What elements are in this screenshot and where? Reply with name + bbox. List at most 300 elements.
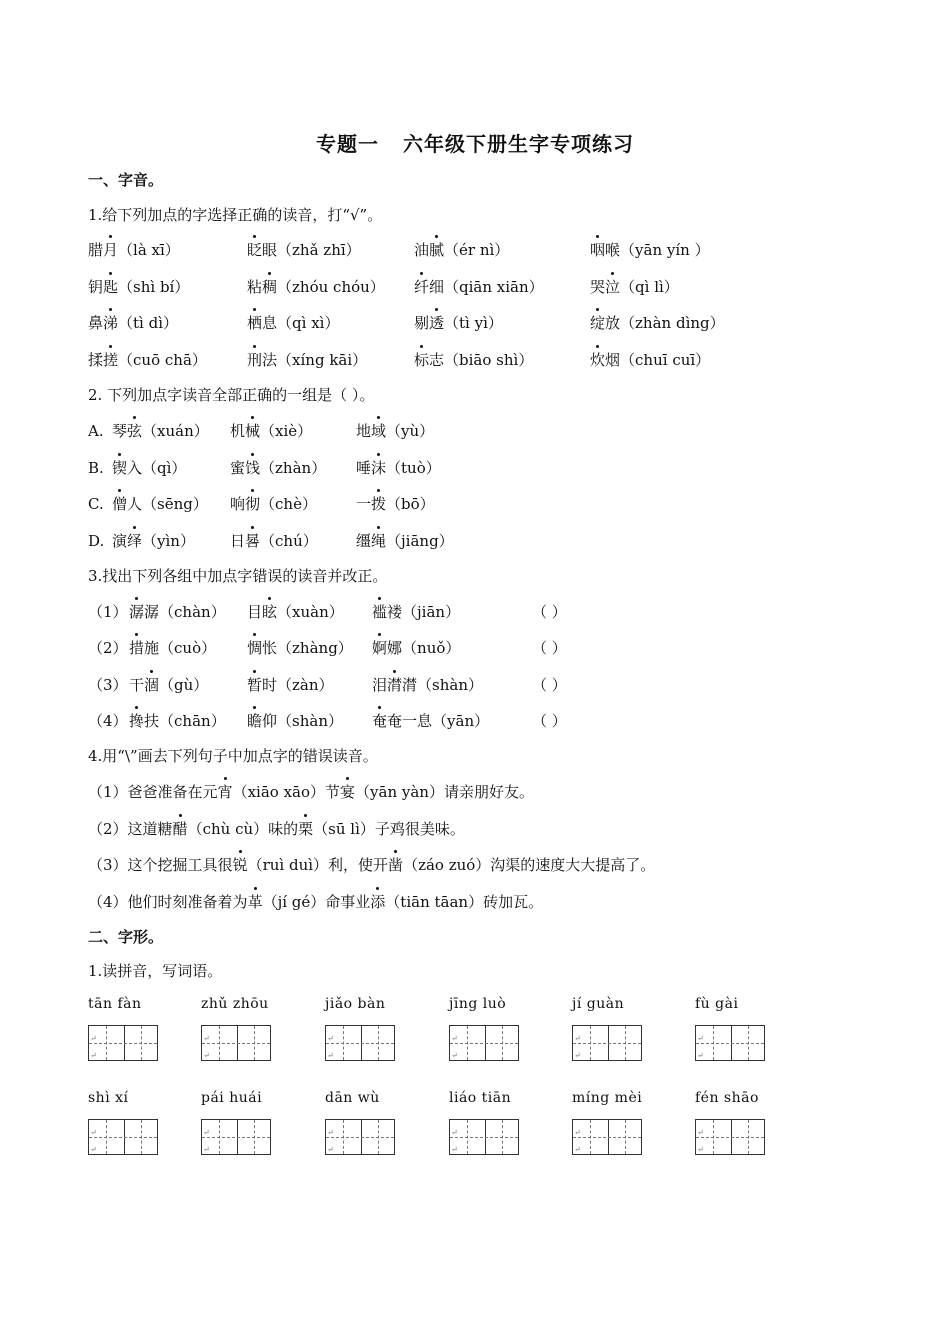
word-pinyin: （zhǎ zhī） (277, 241, 361, 259)
word-text: 剔 (414, 314, 430, 332)
mark-icon: ↵ (203, 1128, 210, 1137)
word-text: 细 (429, 278, 445, 296)
word-item (112, 532, 195, 550)
word-item (88, 241, 180, 259)
word-item (356, 495, 435, 513)
mark-icon: ↵ (697, 1034, 704, 1043)
s2q1-prompt: 1.读拼音，写词语。 (88, 962, 223, 980)
word-pinyin: （là xī） (118, 241, 180, 259)
q1-item (247, 240, 361, 260)
guide-line (106, 1120, 107, 1154)
q2-word (356, 458, 441, 478)
word-text: 人 (127, 495, 143, 513)
q2-word (230, 494, 317, 514)
dotted-char: 纤 (414, 278, 430, 296)
mark-icon: ↵ (203, 1145, 210, 1154)
dotted-char: 潺 (129, 603, 145, 621)
q3-answer-blank: （ ） (532, 603, 567, 621)
word-text: 褛 (387, 603, 403, 621)
q3-word (247, 675, 334, 695)
q1-item (247, 350, 367, 370)
q1-item (247, 277, 385, 297)
writing-box (201, 1119, 271, 1155)
word-text: 施 (144, 639, 160, 657)
word-item (356, 532, 454, 550)
word-item (372, 639, 460, 657)
word-pinyin: （zhàn） (260, 459, 327, 477)
q1-prompt: 1.给下列加点的字选择正确的读音，打“√”。 (88, 206, 383, 224)
guide-line (696, 1043, 764, 1044)
word-pinyin: （qì xì） (277, 314, 340, 332)
q1-item (414, 350, 533, 370)
guide-line (713, 1120, 714, 1154)
word-text: 放 (605, 314, 621, 332)
word-text: 潸 (402, 676, 418, 694)
q2-word (356, 494, 435, 514)
guide-line (467, 1026, 468, 1060)
guide-line (625, 1120, 626, 1154)
q4-sentence (88, 819, 465, 839)
writing-box (449, 1119, 519, 1155)
q4-number: （2） (88, 820, 128, 838)
q2-word (112, 531, 195, 551)
word-pinyin: （cuō chā） (118, 351, 207, 369)
dotted-char: 绽 (590, 314, 606, 332)
sentence-text: （yān yàn）请亲朋好友。 (355, 783, 534, 801)
dotted-char: 措 (129, 639, 145, 657)
mark-icon: ↵ (451, 1034, 458, 1043)
word-pinyin: （biāo shì） (444, 351, 534, 369)
q1-item (590, 277, 679, 297)
q4-number: （4） (88, 893, 128, 911)
mark-icon: ↵ (697, 1145, 704, 1154)
mark-icon: ↵ (574, 1051, 581, 1060)
word-text: 地 (356, 422, 372, 440)
word-pinyin: （gù） (159, 676, 209, 694)
mark-icon: ↵ (90, 1145, 97, 1154)
word-text: 响 (230, 495, 246, 513)
guide-line (343, 1026, 344, 1060)
writing-box (88, 1025, 158, 1061)
pinyin-label: jí guàn (572, 996, 625, 1012)
sentence-text: 他们时刻准备着为 (127, 893, 248, 911)
word-item (356, 459, 441, 477)
dotted-char: 涕 (103, 314, 119, 332)
dotted-char: 月 (103, 241, 119, 259)
dotted-char: 宴 (340, 783, 356, 801)
word-text: 眼 (262, 241, 278, 259)
dotted-char: 僧 (112, 495, 128, 513)
pinyin-label: fén shāo (695, 1090, 759, 1106)
word-pinyin: （shàn） (417, 676, 484, 694)
dotted-char: 绳 (371, 532, 387, 550)
page-title (0, 128, 950, 157)
writing-box (695, 1025, 765, 1061)
word-pinyin: （jiān） (402, 603, 461, 621)
word-text: 扶 (144, 712, 160, 730)
word-text: 鼻 (88, 314, 104, 332)
dotted-char: 绎 (127, 532, 143, 550)
word-text: 志 (429, 351, 445, 369)
word-pinyin: （zhàng） (277, 639, 353, 657)
mark-icon: ↵ (697, 1128, 704, 1137)
word-pinyin: （yān） (432, 712, 490, 730)
word-item (590, 351, 710, 369)
dotted-char: 弦 (127, 422, 143, 440)
pinyin-label: pái huái (201, 1090, 263, 1106)
q1-item (414, 240, 509, 260)
word-item (372, 676, 483, 694)
word-item (230, 422, 312, 440)
writing-box (88, 1119, 158, 1155)
word-text: 琴 (112, 422, 128, 440)
word-pinyin: （zhóu chóu） (277, 278, 385, 296)
q2-option-letter: C. (88, 495, 104, 513)
dotted-char: 栗 (298, 820, 314, 838)
word-text: 息 (262, 314, 278, 332)
guide-line (590, 1026, 591, 1060)
mark-icon: ↵ (327, 1128, 334, 1137)
word-item (112, 459, 186, 477)
word-item (372, 603, 460, 621)
word-item (247, 351, 367, 369)
dotted-char: 涸 (144, 676, 160, 694)
mark-icon: ↵ (574, 1128, 581, 1137)
writing-box (572, 1025, 642, 1061)
guide-line (141, 1120, 142, 1154)
q3-row-number: （4） (88, 712, 128, 730)
guide-line (254, 1026, 255, 1060)
sentence-text: （jí gé）命事业 (262, 893, 371, 911)
title-part1: 专题一 (316, 132, 379, 156)
word-pinyin: （chè） (260, 495, 317, 513)
word-text: 娜 (387, 639, 403, 657)
word-item (414, 278, 544, 296)
word-text: 演 (112, 532, 128, 550)
word-text: 机 (230, 422, 246, 440)
word-item (230, 495, 317, 513)
word-text: 干 (129, 676, 145, 694)
mark-icon: ↵ (327, 1145, 334, 1154)
section2-heading: 二、字形。 (88, 928, 164, 946)
word-text: 泪 (372, 676, 388, 694)
guide-line (106, 1026, 107, 1060)
dotted-char: 标 (414, 351, 430, 369)
dotted-char: 械 (245, 422, 261, 440)
word-item (247, 241, 361, 259)
word-pinyin: （qì lì） (620, 278, 679, 296)
q3-row-number: （3） (88, 676, 128, 694)
pinyin-label: tān fàn (88, 996, 142, 1012)
guide-line (254, 1120, 255, 1154)
word-pinyin: （qiān xiān） (444, 278, 544, 296)
word-text: 时 (262, 676, 278, 694)
word-text: 法 (262, 351, 278, 369)
dotted-char: 彻 (245, 495, 261, 513)
dotted-char: 婀 (372, 639, 388, 657)
dotted-char: 匙 (103, 278, 119, 296)
word-text: 仰 (262, 712, 278, 730)
q3-row-number: （2） (88, 639, 128, 657)
sentence-text: 这道糖 (127, 820, 173, 838)
word-item (247, 603, 344, 621)
q1-item (590, 350, 710, 370)
word-text: 潺 (144, 603, 160, 621)
sentence-text: （sū lì）子鸡很美味。 (313, 820, 465, 838)
dotted-char: 沫 (371, 459, 387, 477)
q1-item (88, 277, 189, 297)
mark-icon: ↵ (451, 1051, 458, 1060)
word-pinyin: （chàn） (159, 603, 226, 621)
guide-line (89, 1137, 157, 1138)
mark-icon: ↵ (203, 1034, 210, 1043)
word-item (112, 495, 208, 513)
dotted-char: 褴 (372, 603, 388, 621)
word-item (414, 241, 509, 259)
dotted-char: 搀 (129, 712, 145, 730)
mark-icon: ↵ (203, 1051, 210, 1060)
word-pinyin: （tì yì） (444, 314, 503, 332)
word-pinyin: （chān） (159, 712, 226, 730)
word-pinyin: （cuò） (159, 639, 217, 657)
writing-box (449, 1025, 519, 1061)
q1-item (414, 313, 503, 333)
word-item (129, 639, 216, 657)
word-item (356, 422, 434, 440)
dotted-char: 眨 (247, 241, 263, 259)
pinyin-label: zhǔ zhōu (201, 996, 269, 1012)
q1-item (88, 350, 207, 370)
writing-box (572, 1119, 642, 1155)
writing-box (325, 1025, 395, 1061)
guide-line (378, 1026, 379, 1060)
word-item (129, 676, 208, 694)
q1-item (88, 240, 180, 260)
q4-sentence (88, 892, 543, 912)
q3-word (129, 711, 226, 731)
word-pinyin: （zhàn dìng） (620, 314, 725, 332)
q3-word (247, 711, 343, 731)
pinyin-label: liáo tiān (449, 1090, 512, 1106)
guide-line (141, 1026, 142, 1060)
dotted-char: 域 (371, 422, 387, 440)
word-pinyin: （yān yín ） (620, 241, 710, 259)
word-text: 缰 (356, 532, 372, 550)
dotted-char: 革 (247, 893, 263, 911)
guide-line (326, 1137, 394, 1138)
q2-word (356, 531, 454, 551)
guide-line (202, 1043, 270, 1044)
mark-icon: ↵ (697, 1051, 704, 1060)
guide-line (467, 1120, 468, 1154)
q4-prompt: 4.用“\”画去下列句子中加点字的错误读音。 (88, 747, 378, 765)
word-item (247, 314, 339, 332)
guide-line (219, 1026, 220, 1060)
word-pinyin: （shàn） (277, 712, 343, 730)
word-item (414, 314, 503, 332)
mark-icon: ↵ (574, 1034, 581, 1043)
word-item (372, 712, 489, 730)
word-text: 揉 (88, 351, 104, 369)
dotted-char: 凿 (388, 856, 404, 874)
mark-icon: ↵ (327, 1051, 334, 1060)
guide-line (219, 1120, 220, 1154)
q1-item (88, 313, 178, 333)
dotted-char: 腻 (429, 241, 445, 259)
q4-number: （3） (88, 856, 128, 874)
dotted-char: 咽 (590, 241, 606, 259)
q3-answer-blank: （ ） (532, 639, 567, 657)
q1-item (590, 313, 725, 333)
word-item (88, 314, 178, 332)
dotted-char: 宵 (217, 783, 233, 801)
q3-word (129, 638, 216, 658)
q3-word (372, 602, 460, 622)
mark-icon: ↵ (451, 1128, 458, 1137)
guide-line (343, 1120, 344, 1154)
guide-line (713, 1026, 714, 1060)
word-pinyin: （xuán） (142, 422, 209, 440)
q2-word (356, 421, 434, 441)
word-item (247, 676, 334, 694)
guide-line (696, 1137, 764, 1138)
q2-option-letter: D. (88, 532, 105, 550)
q3-word (129, 602, 226, 622)
writing-box (201, 1025, 271, 1061)
word-item (112, 422, 209, 440)
q4-sentence (88, 855, 655, 875)
dotted-char: 暂 (247, 676, 263, 694)
dotted-char: 稠 (262, 278, 278, 296)
guide-line (450, 1043, 518, 1044)
dotted-char: 锲 (112, 459, 128, 477)
guide-line (573, 1137, 641, 1138)
word-pinyin: （zàn） (277, 676, 334, 694)
word-text: 烟 (605, 351, 621, 369)
word-text: 奄一息 (387, 712, 433, 730)
q3-answer-blank: （ ） (532, 676, 567, 694)
word-item (129, 712, 226, 730)
q2-word (112, 458, 186, 478)
word-text: 油 (414, 241, 430, 259)
word-pinyin: （ér nì） (444, 241, 510, 259)
pinyin-label: fù gài (695, 996, 739, 1012)
mark-icon: ↵ (451, 1145, 458, 1154)
dotted-char: 瞻 (247, 712, 263, 730)
word-pinyin: （sēng） (142, 495, 208, 513)
word-text: 哭 (590, 278, 606, 296)
word-text: 唾 (356, 459, 372, 477)
word-text: 一 (356, 495, 372, 513)
word-pinyin: （bō） (386, 495, 435, 513)
q1-item (590, 240, 710, 260)
guide-line (590, 1120, 591, 1154)
guide-line (378, 1120, 379, 1154)
word-item (414, 351, 533, 369)
q3-answer-blank: （ ） (532, 712, 567, 730)
pinyin-label: dān wù (325, 1090, 380, 1106)
guide-line (748, 1026, 749, 1060)
word-pinyin: （jiāng） (386, 532, 454, 550)
q2-word (230, 458, 326, 478)
q3-row-number: （1） (88, 603, 128, 621)
q3-word (129, 675, 208, 695)
word-item (247, 278, 385, 296)
word-item (88, 351, 207, 369)
word-text: 日 (230, 532, 246, 550)
pinyin-label: míng mèi (572, 1090, 643, 1106)
q3-word (247, 638, 353, 658)
word-pinyin: （yìn） (142, 532, 195, 550)
q2-word (230, 421, 312, 441)
word-text: 腊 (88, 241, 104, 259)
q3-word (372, 638, 460, 658)
pinyin-label: jīng luò (449, 996, 507, 1012)
dotted-char: 拨 (371, 495, 387, 513)
guide-line (748, 1120, 749, 1154)
q4-sentence (88, 782, 534, 802)
word-item (230, 532, 318, 550)
dotted-char: 添 (370, 893, 386, 911)
sentence-text: （chù cù）味的 (187, 820, 299, 838)
mark-icon: ↵ (90, 1128, 97, 1137)
sentence-text: 这个挖掘工具很 (127, 856, 233, 874)
word-pinyin: （xuàn） (277, 603, 344, 621)
guide-line (450, 1137, 518, 1138)
q1-item (414, 277, 544, 297)
q2-option-letter: A. (88, 422, 104, 440)
word-pinyin: （xíng kāi） (277, 351, 368, 369)
writing-box (325, 1119, 395, 1155)
q3-word (247, 602, 344, 622)
q2-word (112, 494, 208, 514)
word-item (590, 278, 679, 296)
dotted-char: 栖 (247, 314, 263, 332)
section1-heading: 一、字音。 (88, 171, 164, 189)
mark-icon: ↵ (327, 1034, 334, 1043)
q3-word (372, 711, 489, 731)
word-pinyin: （chuī cuī） (620, 351, 711, 369)
word-pinyin: （shì bí） (118, 278, 190, 296)
dotted-char: 刑 (247, 351, 263, 369)
word-text: 蜜 (230, 459, 246, 477)
dotted-char: 奄 (372, 712, 388, 730)
sentence-text: 爸爸准备在元 (127, 783, 218, 801)
word-pinyin: （qì） (142, 459, 187, 477)
q2-option-letter: B. (88, 459, 104, 477)
q3-prompt: 3.找出下列各组中加点字错误的读音并改正。 (88, 567, 388, 585)
guide-line (89, 1043, 157, 1044)
word-pinyin: （yù） (386, 422, 435, 440)
sentence-text: （tiān tāan）砖加瓦。 (385, 893, 544, 911)
sentence-text: （záo zuó）沟渠的速度大大提高了。 (403, 856, 656, 874)
q2-word (112, 421, 209, 441)
mark-icon: ↵ (574, 1145, 581, 1154)
dotted-char: 眩 (262, 603, 278, 621)
dotted-char: 潸 (387, 676, 403, 694)
guide-line (502, 1026, 503, 1060)
word-item (590, 314, 725, 332)
word-pinyin: （tuò） (386, 459, 441, 477)
dotted-char: 搓 (103, 351, 119, 369)
guide-line (625, 1026, 626, 1060)
dotted-char: 醋 (172, 820, 188, 838)
word-item (247, 712, 343, 730)
sentence-text: （ruì duì）利，使开 (247, 856, 389, 874)
q2-word (230, 531, 318, 551)
word-text: 喉 (605, 241, 621, 259)
guide-line (573, 1043, 641, 1044)
